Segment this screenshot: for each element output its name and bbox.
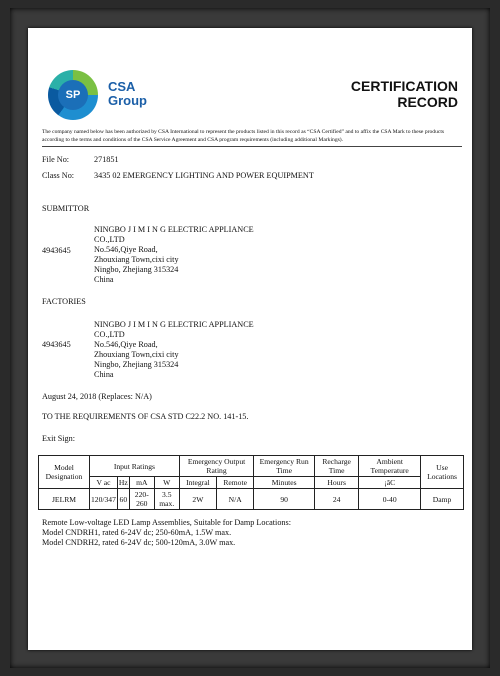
submittor-id: 4943645 [42,246,71,255]
file-label: File No: [42,155,70,164]
subheader-remote: Remote [217,477,254,489]
table-header-row [39,456,464,477]
table-subheader-row [39,477,464,489]
cell-integral: 2W [179,489,216,510]
subheader-minutes: Minutes [254,477,315,489]
logo-line2: Group [108,93,147,108]
address-line: China [94,370,114,379]
intro-paragraph: The company named below has been authorized by CSA International to represent the products listed in this record as “CSA Certified” and to affix the CSA Mark to these products according to the terms and conditions of the CSA Service Agreement and CSA program requirements (including additional Markings). [42,129,445,143]
class-value: 3435 02 EMERGENCY LIGHTING AND POWER EQUIPMENT [94,171,314,180]
header-run-time: Emergency Run Time [254,456,315,477]
csa-logo-icon [48,70,98,120]
address-line: Ningbo, Zhejiang 315324 [94,265,179,274]
subheader-hours: Hours [315,477,359,489]
cell-hz: 60 [117,489,129,510]
page-title [351,78,458,110]
header-model: Model Designation [39,456,90,489]
subheader-hz: Hz [118,478,128,487]
address-line: Zhouxiang Town,cixi city [94,350,179,359]
cell-use: Damp [421,489,464,510]
cell-w: 3.5 max. [154,489,179,510]
factories-heading: FACTORIES [42,297,86,306]
note-line: Model CNDRH2, rated 6-24V dc; 500-120mA, 3.0W max. [42,538,236,547]
record-date: August 24, 2018 (Replaces: N/A) [42,392,152,401]
ratings-table [38,455,464,510]
cell-ma: 220-260 [129,489,154,510]
submittor-heading: SUBMITTOR [42,204,90,213]
logo-line1: CSA [108,79,136,94]
cell-remote: N/A [217,489,254,510]
address-line: NINGBO J I M I N G ELECTRIC APPLIANCE [94,320,254,329]
cell-temp: 0-40 [359,489,421,510]
address-line: CO.,LTD [94,330,125,339]
class-label: Class No: [42,171,75,180]
submittor-address [94,225,254,285]
logo-mark: SP [58,80,88,110]
address-line: China [94,275,114,284]
cell-hours: 24 [315,489,359,510]
cell-vac: 120/347 [90,489,118,510]
header-emergency-output: Emergency Output Rating [179,456,254,477]
subheader-degc: ¡ãC [359,477,421,489]
address-line: NINGBO J I M I N G ELECTRIC APPLIANCE [94,225,254,234]
address-line: No.546,Qiye Road, [94,245,158,254]
cell-model: JELRM [39,489,90,510]
factories-address [94,320,254,380]
subheader-w: W [154,477,179,489]
factories-id: 4943645 [42,340,71,349]
header-recharge-time: Recharge Time [315,456,359,477]
requirements-line: TO THE REQUIREMENTS OF CSA STD C22.2 NO. 141-15. [42,412,249,421]
address-line: CO.,LTD [94,235,125,244]
header-input-ratings: Input Ratings [90,456,180,477]
subheader-integral: Integral [179,477,216,489]
notes-block [42,518,291,548]
certificate-page [28,28,472,650]
file-value: 271851 [94,155,119,164]
logo-text [108,80,147,108]
address-line: Zhouxiang Town,cixi city [94,255,179,264]
address-line: Ningbo, Zhejiang 315324 [94,360,179,369]
note-line: Model CNDRH1, rated 6-24V dc; 250-60mA, 1.5W max. [42,528,232,537]
exit-sign-label: Exit Sign: [42,434,75,443]
subheader-ma: mA [129,477,154,489]
cell-minutes: 90 [254,489,315,510]
header-use-locations: Use Locations [421,456,464,489]
note-line: Remote Low-voltage LED Lamp Assemblies, Suitable for Damp Locations: [42,518,291,527]
header-ambient-temp: Ambient Temperature [359,456,421,477]
address-line: No.546,Qiye Road, [94,340,158,349]
subheader-vac: V ac [90,477,118,489]
title-line2: RECORD [397,94,458,110]
divider [42,146,462,147]
table-row [39,489,464,510]
title-line1: CERTIFICATION [350,78,458,94]
